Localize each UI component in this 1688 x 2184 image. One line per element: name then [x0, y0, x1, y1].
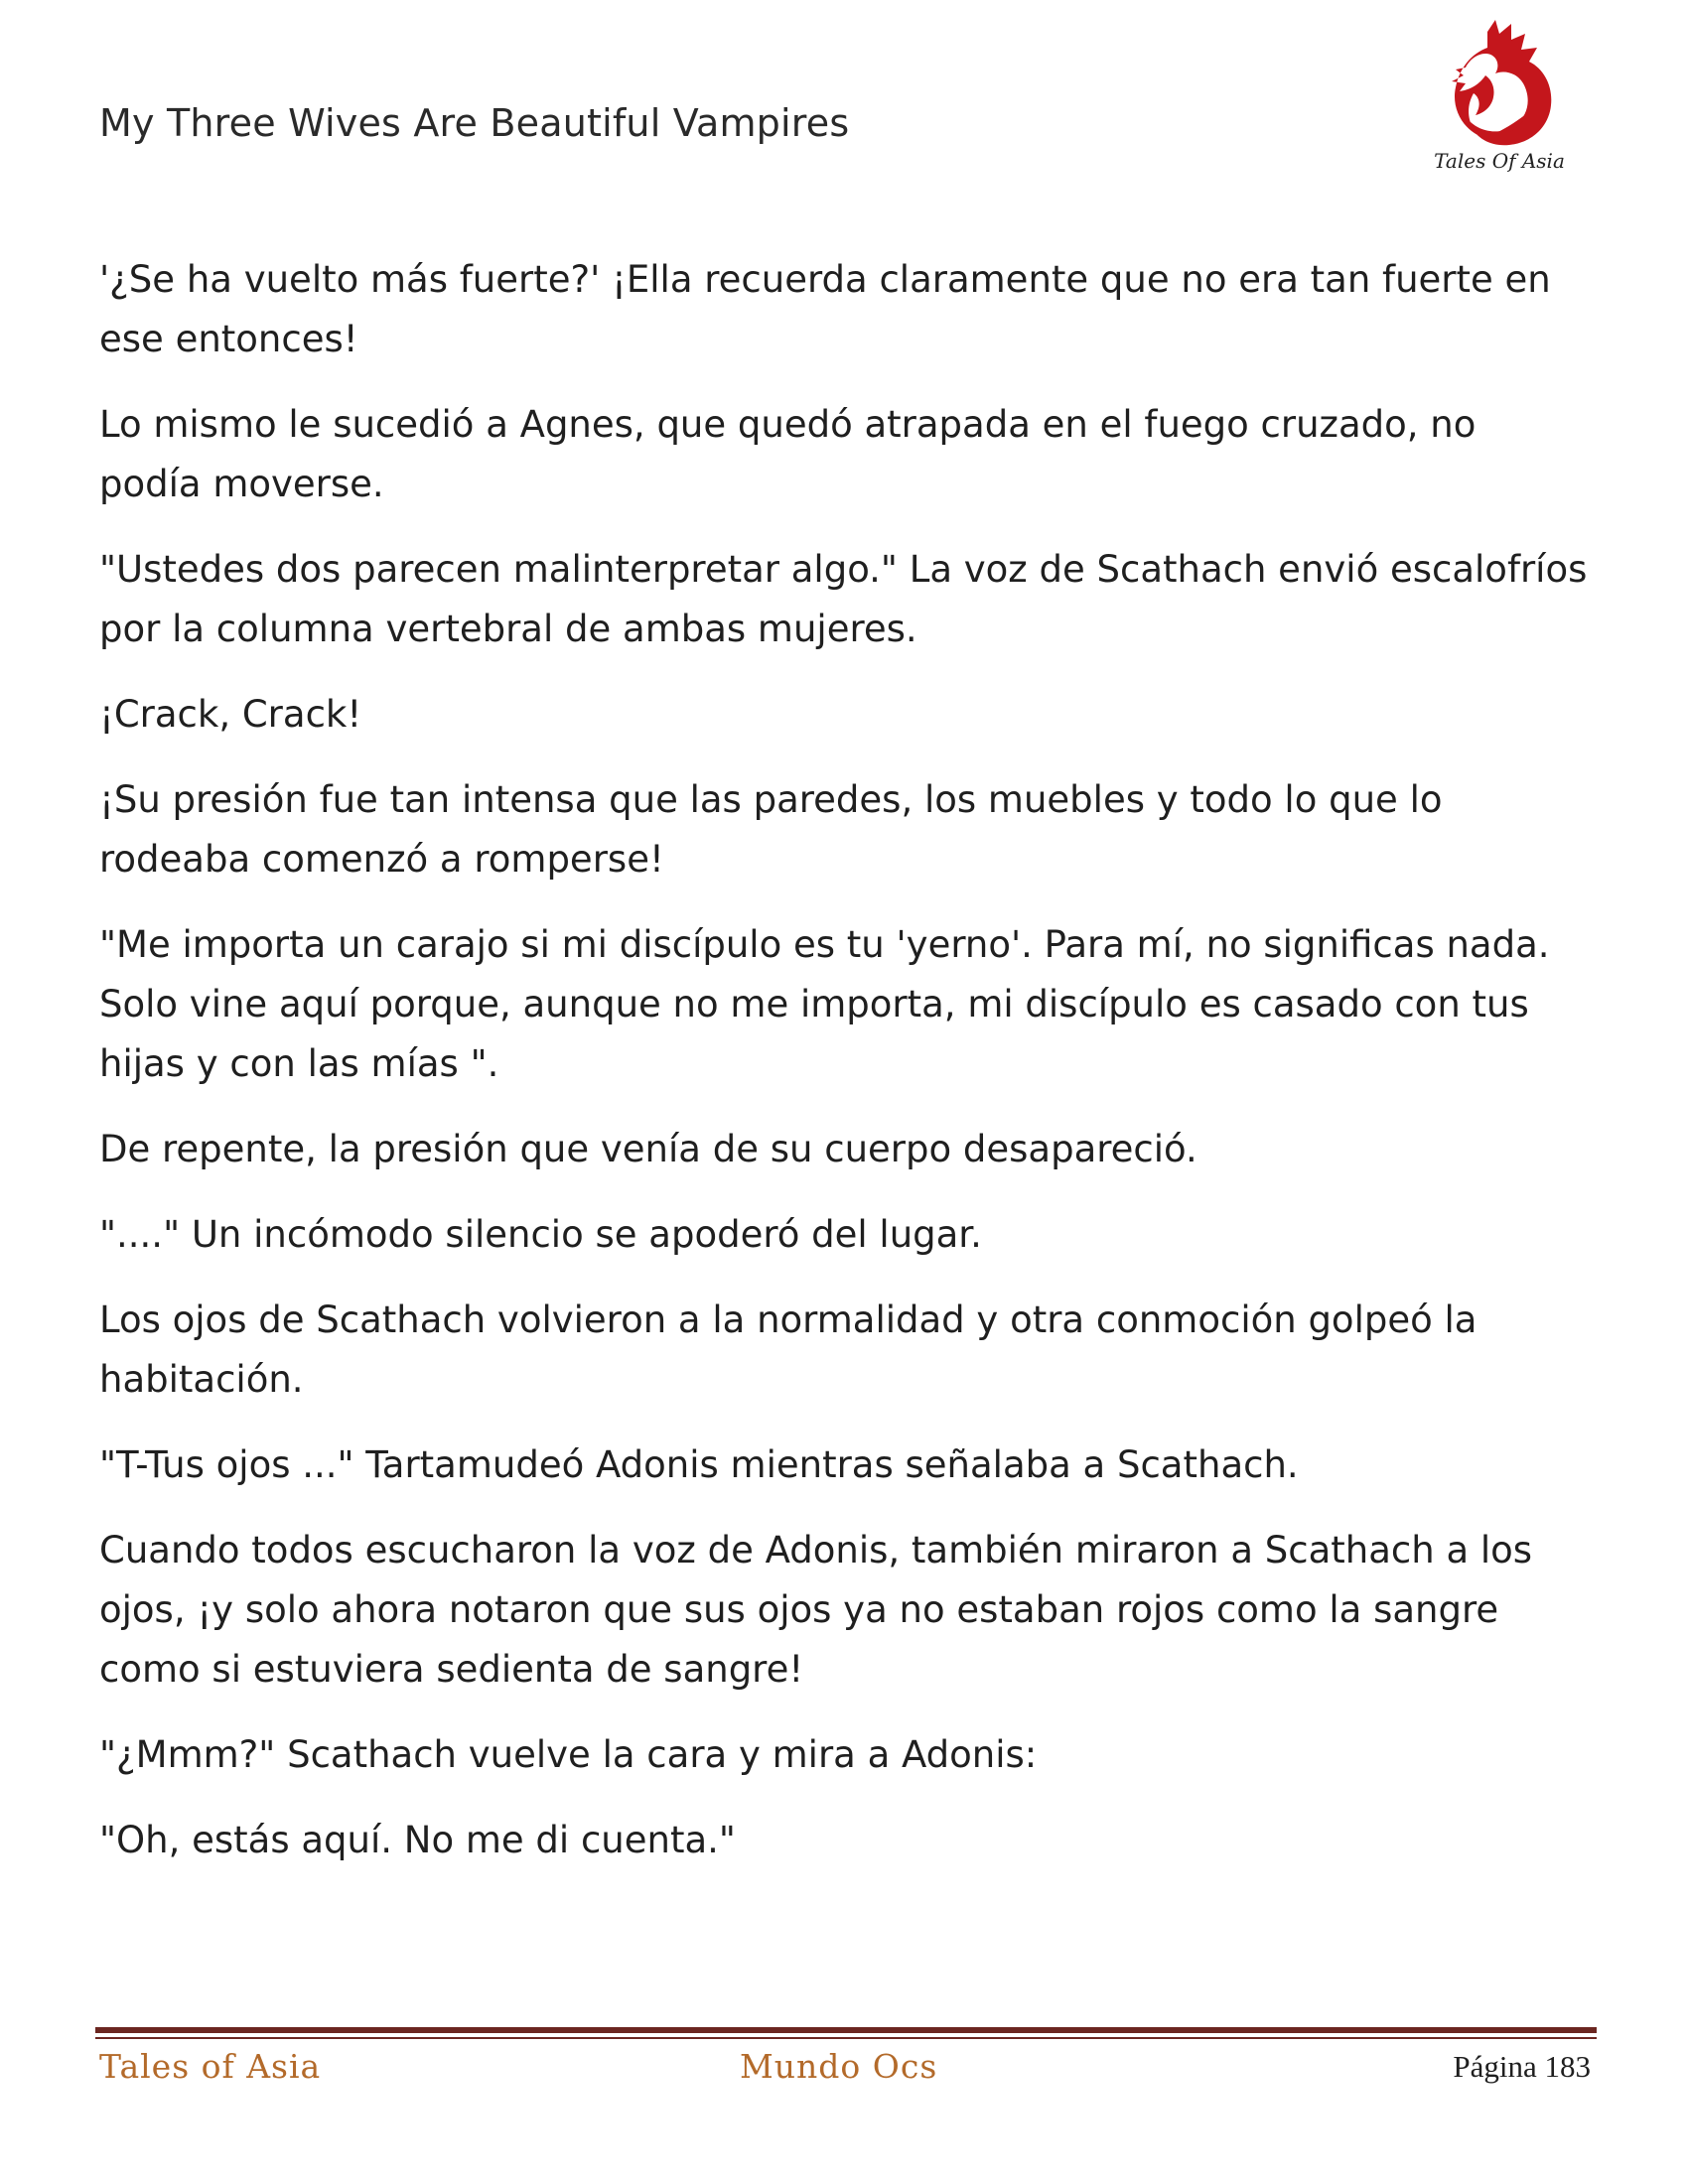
publisher-logo — [1430, 18, 1569, 182]
paragraph: Los ojos de Scathach volvieron a la normalidad y otra conmoción golpeó la habitación. — [99, 1298, 1477, 1401]
red-dragon-icon — [1430, 18, 1569, 157]
paragraph: '¿Se ha vuelto más fuerte?' ¡Ella recuerda claramente que no era tan fuerte en ese entonces! — [99, 258, 1551, 360]
chapter-text — [99, 250, 1589, 1896]
paragraph: Cuando todos escucharon la voz de Adonis, también miraron a Scathach a los ojos, ¡y solo ahora notaron que sus ojos ya no estaban rojos como la sangre como si estuviera sedienta de sangre! — [99, 1529, 1533, 1691]
paragraph: ¡Crack, Crack! — [99, 693, 362, 736]
paragraph: "...." Un incómodo silencio se apoderó del lugar. — [99, 1213, 982, 1256]
paragraph: "Ustedes dos parecen malinterpretar algo." La voz de Scathach envió escalofríos por la columna vertebral de ambas mujeres. — [99, 548, 1588, 650]
footer-divider-thin — [95, 2037, 1597, 2039]
paragraph: ¡Su presión fue tan intensa que las paredes, los muebles y todo lo que lo rodeaba comenzó a romperse! — [99, 778, 1443, 881]
paragraph: "Me importa un carajo si mi discípulo es tu 'yerno'. Para mí, no significas nada. Solo vine aquí porque, aunque no me importa, mi discípulo es casado con tus hijas y con las mías ". — [99, 923, 1550, 1085]
paragraph: "T-Tus ojos ..." Tartamudeó Adonis mientras señalaba a Scathach. — [99, 1443, 1299, 1486]
paragraph: "¿Mmm?" Scathach vuelve la cara y mira a Adonis: — [99, 1733, 1038, 1776]
paragraph: Lo mismo le sucedió a Agnes, que quedó atrapada en el fuego cruzado, no podía moverse. — [99, 403, 1477, 505]
book-title: My Three Wives Are Beautiful Vampires — [99, 101, 850, 145]
footer-divider-thick — [95, 2027, 1597, 2033]
paragraph: "Oh, estás aquí. No me di cuenta." — [99, 1819, 736, 1861]
page-number: Página 183 — [1453, 2049, 1591, 2084]
footer-section-name: Mundo Ocs — [740, 2047, 938, 2086]
footer-site-name: Tales of Asia — [99, 2047, 322, 2086]
paragraph: De repente, la presión que venía de su cuerpo desapareció. — [99, 1128, 1197, 1170]
logo-caption: Tales Of Asia — [1434, 149, 1565, 173]
